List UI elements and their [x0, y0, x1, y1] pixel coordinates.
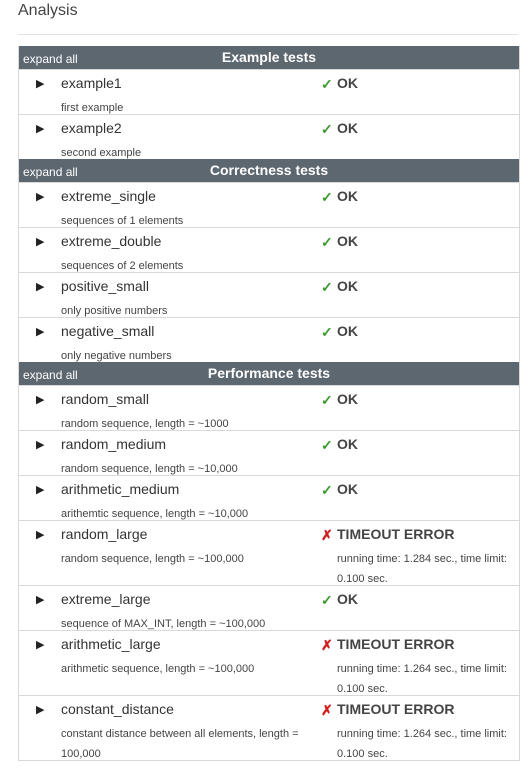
- cross-icon: ✗: [321, 702, 333, 718]
- group-title: Correctness tests: [209, 162, 329, 178]
- test-description: second example: [61, 147, 142, 159]
- check-icon: ✓: [321, 279, 333, 295]
- test-name: extreme_large: [61, 591, 151, 607]
- test-description: random sequence, length = ~1000: [61, 418, 229, 430]
- test-name: negative_small: [61, 323, 155, 339]
- test-status: OK: [337, 323, 358, 339]
- test-description: first example: [61, 102, 124, 114]
- check-icon: ✓: [321, 437, 333, 453]
- test-row-random-large: [19, 520, 519, 585]
- test-status: OK: [337, 591, 358, 607]
- check-icon: ✓: [321, 592, 333, 608]
- expand-toggle-icon[interactable]: ▶: [36, 236, 45, 248]
- expand-toggle-icon[interactable]: ▶: [36, 123, 45, 135]
- expand-all-button[interactable]: expand all: [23, 52, 78, 66]
- test-name: example1: [61, 75, 122, 91]
- test-status: OK: [337, 391, 358, 407]
- test-description: arithemtic sequence, length = ~10,000: [61, 508, 249, 520]
- group-header-correctness-tests: [19, 159, 519, 182]
- test-status: TIMEOUT ERROR: [337, 701, 455, 717]
- group-title: Performance tests: [207, 365, 331, 381]
- test-status: OK: [337, 481, 358, 497]
- test-description: sequences of 1 elements: [61, 215, 184, 227]
- test-row-constant-distance: [19, 695, 519, 760]
- status-detail: running time: 1.264 sec., time limit: 0.100 sec.: [337, 663, 507, 695]
- test-description: random sequence, length = ~100,000: [61, 553, 244, 565]
- test-row-arithmetic-large: [19, 630, 519, 695]
- test-status: OK: [337, 436, 358, 452]
- test-status: TIMEOUT ERROR: [337, 636, 455, 652]
- status-detail: running time: 1.264 sec., time limit: 0.100 sec.: [337, 728, 507, 760]
- test-row-extreme-large: [19, 585, 519, 630]
- test-description: random sequence, length = ~10,000: [61, 463, 238, 475]
- test-row-random-medium: [19, 430, 519, 475]
- check-icon: ✓: [321, 234, 333, 250]
- check-icon: ✓: [321, 189, 333, 205]
- test-name: constant_distance: [61, 701, 174, 717]
- check-icon: ✓: [321, 76, 333, 92]
- test-description: sequence of MAX_INT, length = ~100,000: [61, 618, 266, 630]
- test-status: TIMEOUT ERROR: [337, 526, 455, 542]
- test-description: only positive numbers: [61, 305, 168, 317]
- check-icon: ✓: [321, 324, 333, 340]
- expand-toggle-icon[interactable]: ▶: [36, 439, 45, 451]
- test-row-extreme-single: [19, 182, 519, 227]
- test-status: OK: [337, 278, 358, 294]
- test-status: OK: [337, 233, 358, 249]
- test-description: sequences of 2 elements: [61, 260, 184, 272]
- expand-toggle-icon[interactable]: ▶: [36, 704, 45, 716]
- test-name: example2: [61, 120, 122, 136]
- test-status: OK: [337, 188, 358, 204]
- group-header-example-tests: [19, 46, 519, 69]
- test-row-example2: [19, 114, 519, 159]
- test-name: arithmetic_large: [61, 636, 161, 652]
- test-name: positive_small: [61, 278, 149, 294]
- group-title: Example tests: [221, 49, 317, 65]
- test-description: only negative numbers: [61, 350, 172, 362]
- expand-toggle-icon[interactable]: ▶: [36, 394, 45, 406]
- test-name: extreme_single: [61, 188, 156, 204]
- cross-icon: ✗: [321, 527, 333, 543]
- page-title: Analysis: [18, 2, 78, 19]
- test-name: random_large: [61, 526, 148, 542]
- test-status: OK: [337, 75, 358, 91]
- expand-toggle-icon[interactable]: ▶: [36, 529, 45, 541]
- test-row-negative-small: [19, 317, 519, 362]
- expand-toggle-icon[interactable]: ▶: [36, 281, 45, 293]
- check-icon: ✓: [321, 392, 333, 408]
- test-name: random_medium: [61, 436, 167, 452]
- check-icon: ✓: [321, 121, 333, 137]
- expand-all-button[interactable]: expand all: [23, 165, 78, 179]
- test-row-random-small: [19, 385, 519, 430]
- expand-toggle-icon[interactable]: ▶: [36, 326, 45, 338]
- test-row-positive-small: [19, 272, 519, 317]
- test-description: constant distance between all elements, length = 100,000: [61, 728, 299, 760]
- test-name: extreme_double: [61, 233, 162, 249]
- test-results-table: [18, 46, 520, 761]
- expand-toggle-icon[interactable]: ▶: [36, 191, 45, 203]
- status-detail: running time: 1.284 sec., time limit: 0.100 sec.: [337, 553, 507, 585]
- expand-toggle-icon[interactable]: ▶: [36, 594, 45, 606]
- test-status: OK: [337, 120, 358, 136]
- test-name: random_small: [61, 391, 149, 407]
- expand-all-button[interactable]: expand all: [23, 368, 78, 382]
- test-description: arithmetic sequence, length = ~100,000: [61, 663, 255, 675]
- group-header-performance-tests: [19, 362, 519, 385]
- expand-toggle-icon[interactable]: ▶: [36, 639, 45, 651]
- test-name: arithmetic_medium: [61, 481, 180, 497]
- test-row-extreme-double: [19, 227, 519, 272]
- expand-toggle-icon[interactable]: ▶: [36, 484, 45, 496]
- cross-icon: ✗: [321, 637, 333, 653]
- expand-toggle-icon[interactable]: ▶: [36, 78, 45, 90]
- heading-divider: [18, 34, 518, 35]
- test-row-arithmetic-medium: [19, 475, 519, 520]
- test-row-example1: [19, 69, 519, 114]
- check-icon: ✓: [321, 482, 333, 498]
